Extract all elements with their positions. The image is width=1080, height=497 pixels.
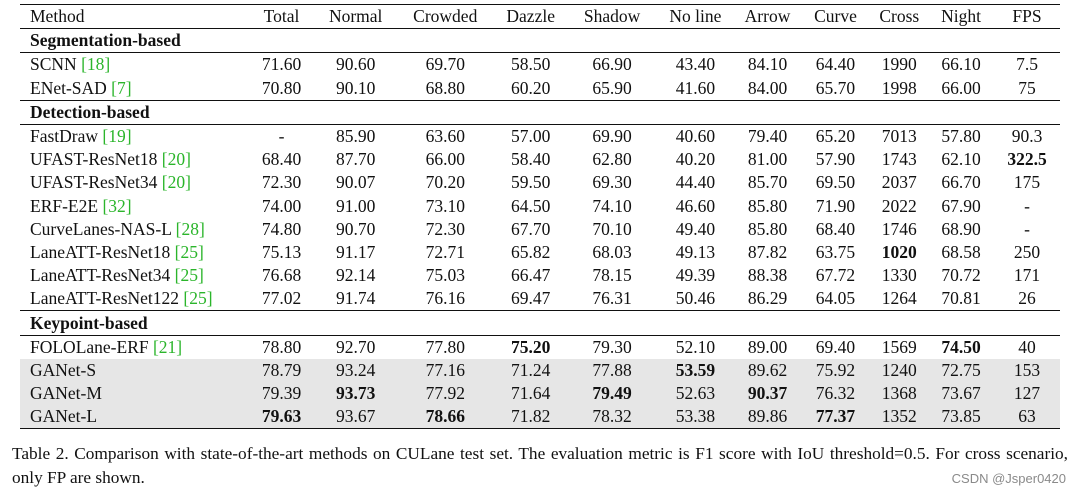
value-cell: 85.80 [747, 218, 788, 239]
value-cell: 57.90 [815, 149, 856, 170]
value-cell: 74.10 [592, 195, 632, 216]
column-header: Dazzle [506, 6, 555, 27]
value-cell: 72.71 [425, 241, 465, 262]
citation-link[interactable]: [25] [174, 241, 204, 262]
value-cell: 64.05 [815, 288, 856, 309]
value-cell: 1743 [881, 149, 917, 170]
value-cell: 40.60 [675, 126, 716, 147]
value-cell: 1998 [881, 77, 917, 98]
value-cell: - [278, 126, 285, 147]
table-row [20, 171, 1060, 194]
value-cell: 86.29 [747, 288, 788, 309]
table-header [20, 5, 1060, 29]
citation-link[interactable]: [19] [102, 126, 132, 147]
value-cell: 79.39 [249, 382, 315, 405]
column-header: Crowded [413, 6, 478, 27]
method-name: CurveLanes-NAS-L [30, 218, 176, 239]
value-cell: 53.38 [656, 405, 734, 429]
value-cell: 70.81 [941, 288, 981, 309]
value-cell: 78.15 [592, 265, 632, 286]
value-cell: 79.30 [592, 336, 632, 357]
value-cell: 90.70 [335, 218, 376, 239]
value-cell: 72.30 [261, 172, 302, 193]
value-cell: 74.00 [261, 195, 302, 216]
value-cell: 46.60 [675, 195, 716, 216]
value-cell: 87.70 [335, 149, 376, 170]
citation-link[interactable]: [25] [174, 265, 204, 286]
value-cell: 90.3 [1011, 126, 1043, 147]
value-cell: 2037 [881, 172, 917, 193]
value-cell: 50.46 [675, 288, 716, 309]
method-cell [20, 287, 249, 311]
value-cell: 92.70 [335, 336, 376, 357]
method-name: UFAST-ResNet18 [30, 149, 162, 170]
value-cell: 70.20 [425, 172, 465, 193]
value-cell: 91.17 [335, 241, 376, 262]
value-cell: 1990 [881, 54, 917, 75]
column-header: Normal [328, 6, 383, 27]
value-cell: 60.20 [511, 77, 551, 98]
value-cell: 1240 [870, 359, 928, 382]
value-cell: 1020 [881, 241, 917, 262]
value-cell: 250 [1013, 241, 1041, 262]
table-row [20, 359, 1060, 382]
value-cell: 68.40 [815, 218, 856, 239]
value-cell: 322.5 [1007, 149, 1047, 170]
value-cell: 7013 [881, 126, 917, 147]
value-cell: 67.70 [511, 218, 551, 239]
value-cell: 93.73 [314, 382, 396, 405]
value-cell: 75.20 [511, 336, 551, 357]
value-cell: 2022 [881, 195, 917, 216]
table-row [20, 195, 1060, 218]
value-cell: 62.10 [941, 149, 981, 170]
value-cell: 40.20 [675, 149, 716, 170]
method-name: UFAST-ResNet34 [30, 172, 162, 193]
value-cell: 77.16 [397, 359, 494, 382]
table-caption: Table 2. Comparison with state-of-the-art methods on CULane test set. The evaluation metric is F1 score with IoU threshold=0.5. For cross scenario, only FP are shown. [12, 444, 1068, 487]
method-name: SCNN [30, 54, 82, 75]
value-cell: 67.72 [815, 265, 856, 286]
value-cell: 52.10 [675, 336, 716, 357]
value-cell: 70.80 [261, 77, 302, 98]
value-cell: 64.40 [815, 54, 856, 75]
value-cell: 65.90 [592, 77, 632, 98]
value-cell: 70.72 [941, 265, 981, 286]
value-cell: 68.58 [941, 241, 981, 262]
value-cell: 77.88 [568, 359, 657, 382]
value-cell: 90.37 [735, 382, 801, 405]
value-cell: 85.90 [335, 126, 376, 147]
method-cell [20, 53, 249, 77]
table-row [20, 264, 1060, 287]
table-row [20, 405, 1060, 429]
citation-link[interactable]: [32] [102, 195, 132, 216]
value-cell: 66.47 [511, 265, 551, 286]
value-cell: 71.82 [494, 405, 568, 429]
value-cell: 81.00 [747, 149, 788, 170]
value-cell: 90.07 [335, 172, 376, 193]
value-cell: 41.60 [675, 77, 716, 98]
value-cell: 63.75 [815, 241, 856, 262]
method-cell [20, 359, 249, 382]
value-cell: 72.75 [928, 359, 994, 382]
watermark: CSDN @Jsper0420 [951, 471, 1066, 486]
column-header: Shadow [583, 6, 641, 27]
value-cell: 49.40 [675, 218, 716, 239]
method-name: FOLOLane-ERF [30, 336, 153, 357]
method-name: ENet-SAD [30, 77, 112, 98]
value-cell: 69.47 [511, 288, 551, 309]
value-cell: 58.50 [511, 54, 551, 75]
value-cell: 85.70 [747, 172, 788, 193]
value-cell: 72.30 [425, 218, 465, 239]
value-cell: 76.31 [592, 288, 632, 309]
table-section [20, 311, 1060, 429]
column-header: Arrow [744, 6, 791, 27]
value-cell: 59.50 [511, 172, 551, 193]
column-header: No line [669, 6, 722, 27]
citation-link[interactable]: [20] [161, 172, 191, 193]
column-header: Curve [814, 6, 857, 27]
value-cell: 43.40 [675, 54, 716, 75]
value-cell: 1330 [881, 265, 917, 286]
value-cell: 171 [1013, 265, 1041, 286]
value-cell: 49.13 [675, 241, 716, 262]
table-row [20, 382, 1060, 405]
section-header-row [20, 29, 1060, 53]
section-title: Segmentation-based [20, 29, 1060, 53]
value-cell: 65.70 [815, 77, 856, 98]
value-cell: 77.37 [800, 405, 870, 429]
value-cell: 175 [1013, 172, 1041, 193]
method-cell [20, 218, 249, 241]
value-cell: 89.00 [747, 336, 788, 357]
value-cell: 75.92 [800, 359, 870, 382]
citation-link[interactable]: [28] [175, 218, 205, 239]
citation-link[interactable]: [18] [81, 54, 111, 75]
value-cell: 76.68 [261, 265, 302, 286]
value-cell: 76.16 [425, 288, 465, 309]
value-cell: 77.92 [397, 382, 494, 405]
value-cell: - [1024, 218, 1030, 239]
value-cell: 78.32 [568, 405, 657, 429]
method-name: LaneATT-ResNet122 [30, 288, 184, 309]
value-cell: 65.20 [815, 126, 856, 147]
value-cell: 71.64 [494, 382, 568, 405]
value-cell: 65.82 [511, 241, 551, 262]
value-cell: 58.40 [511, 149, 551, 170]
value-cell: 66.10 [941, 54, 981, 75]
value-cell: 71.60 [261, 54, 302, 75]
value-cell: 1264 [881, 288, 917, 309]
method-cell [20, 264, 249, 287]
value-cell: 78.66 [397, 405, 494, 429]
value-cell: 68.80 [425, 77, 465, 98]
value-cell: 84.10 [747, 54, 788, 75]
value-cell: 77.02 [261, 288, 302, 309]
value-cell: 66.90 [592, 54, 632, 75]
value-cell: 66.00 [941, 77, 981, 98]
value-cell: 90.60 [335, 54, 376, 75]
table-row [20, 53, 1060, 77]
column-header: Cross [879, 6, 920, 27]
value-cell: 69.90 [592, 126, 632, 147]
table-row [20, 335, 1060, 359]
table-section [20, 100, 1060, 311]
method-cell [20, 124, 249, 148]
table-row [20, 77, 1060, 101]
value-cell: 78.79 [249, 359, 315, 382]
value-cell: 52.63 [656, 382, 734, 405]
method-name: LaneATT-ResNet34 [30, 265, 175, 286]
method-name: ERF-E2E [30, 195, 103, 216]
value-cell: 66.70 [941, 172, 981, 193]
method-cell [20, 335, 249, 359]
results-table [20, 4, 1060, 429]
value-cell: - [1024, 195, 1030, 216]
section-header-row [20, 311, 1060, 335]
value-cell: 74.80 [261, 218, 302, 239]
method-cell [20, 148, 249, 171]
value-cell: 1352 [870, 405, 928, 429]
value-cell: 69.50 [815, 172, 856, 193]
method-cell [20, 195, 249, 218]
value-cell: 49.39 [675, 265, 716, 286]
method-cell [20, 77, 249, 101]
value-cell: 91.00 [335, 195, 376, 216]
value-cell: 84.00 [747, 77, 788, 98]
value-cell: 66.00 [425, 149, 465, 170]
value-cell: 91.74 [335, 288, 376, 309]
value-cell: 75.13 [261, 241, 302, 262]
citation-link[interactable]: [20] [161, 149, 191, 170]
value-cell: 75 [1018, 77, 1036, 98]
value-cell: 79.63 [249, 405, 315, 429]
method-name: GANet-L [30, 406, 98, 427]
column-header: FPS [1012, 6, 1042, 27]
column-header: Total [263, 6, 300, 27]
section-header-row [20, 100, 1060, 124]
value-cell: 77.80 [425, 336, 465, 357]
value-cell: 75.03 [425, 265, 465, 286]
value-cell: 71.90 [815, 195, 856, 216]
value-cell: 85.80 [747, 195, 788, 216]
value-cell: 127 [994, 382, 1060, 405]
citation-link[interactable]: [21] [152, 336, 183, 357]
value-cell: 79.49 [568, 382, 657, 405]
value-cell: 68.90 [941, 218, 981, 239]
value-cell: 53.59 [656, 359, 734, 382]
method-cell [20, 241, 249, 264]
value-cell: 153 [994, 359, 1060, 382]
value-cell: 93.24 [314, 359, 396, 382]
column-header: Method [30, 6, 85, 27]
value-cell: 74.50 [941, 336, 981, 357]
table-row [20, 148, 1060, 171]
value-cell: 63 [994, 405, 1060, 429]
value-cell: 1368 [870, 382, 928, 405]
value-cell: 76.32 [800, 382, 870, 405]
value-cell: 71.24 [494, 359, 568, 382]
method-cell [20, 382, 249, 405]
value-cell: 69.70 [425, 54, 465, 75]
value-cell: 1746 [881, 218, 917, 239]
section-title: Detection-based [20, 100, 1060, 124]
value-cell: 7.5 [1016, 54, 1038, 75]
value-cell: 26 [1018, 288, 1036, 309]
column-header: Night [941, 6, 981, 27]
header-row [20, 5, 1060, 29]
value-cell: 69.40 [815, 336, 856, 357]
value-cell: 93.67 [314, 405, 396, 429]
value-cell: 78.80 [261, 336, 302, 357]
value-cell: 88.38 [747, 265, 788, 286]
table-row [20, 241, 1060, 264]
value-cell: 1569 [881, 336, 917, 357]
method-cell [20, 171, 249, 194]
method-name: LaneATT-ResNet18 [30, 241, 175, 262]
table-section [20, 29, 1060, 101]
value-cell: 64.50 [511, 195, 551, 216]
value-cell: 73.67 [928, 382, 994, 405]
value-cell: 92.14 [335, 265, 376, 286]
value-cell: 87.82 [747, 241, 788, 262]
value-cell: 63.60 [425, 126, 465, 147]
value-cell: 57.00 [511, 126, 551, 147]
citation-link[interactable]: [7] [111, 77, 132, 98]
value-cell: 69.30 [592, 172, 632, 193]
table-row [20, 287, 1060, 311]
value-cell: 90.10 [335, 77, 376, 98]
value-cell: 68.03 [592, 241, 632, 262]
method-name: FastDraw [30, 126, 103, 147]
method-cell [20, 405, 249, 429]
value-cell: 68.40 [261, 149, 302, 170]
value-cell: 73.85 [928, 405, 994, 429]
method-name: GANet-M [30, 383, 102, 404]
value-cell: 62.80 [592, 149, 632, 170]
value-cell: 70.10 [592, 218, 632, 239]
citation-link[interactable]: [25] [183, 288, 213, 309]
table-row [20, 218, 1060, 241]
value-cell: 57.80 [941, 126, 981, 147]
section-title: Keypoint-based [20, 311, 1060, 335]
table-row [20, 124, 1060, 148]
value-cell: 89.86 [735, 405, 801, 429]
value-cell: 44.40 [675, 172, 716, 193]
method-name: GANet-S [30, 359, 97, 380]
value-cell: 89.62 [735, 359, 801, 382]
value-cell: 79.40 [747, 126, 788, 147]
value-cell: 67.90 [941, 195, 981, 216]
value-cell: 40 [1018, 336, 1036, 357]
value-cell: 73.10 [425, 195, 465, 216]
